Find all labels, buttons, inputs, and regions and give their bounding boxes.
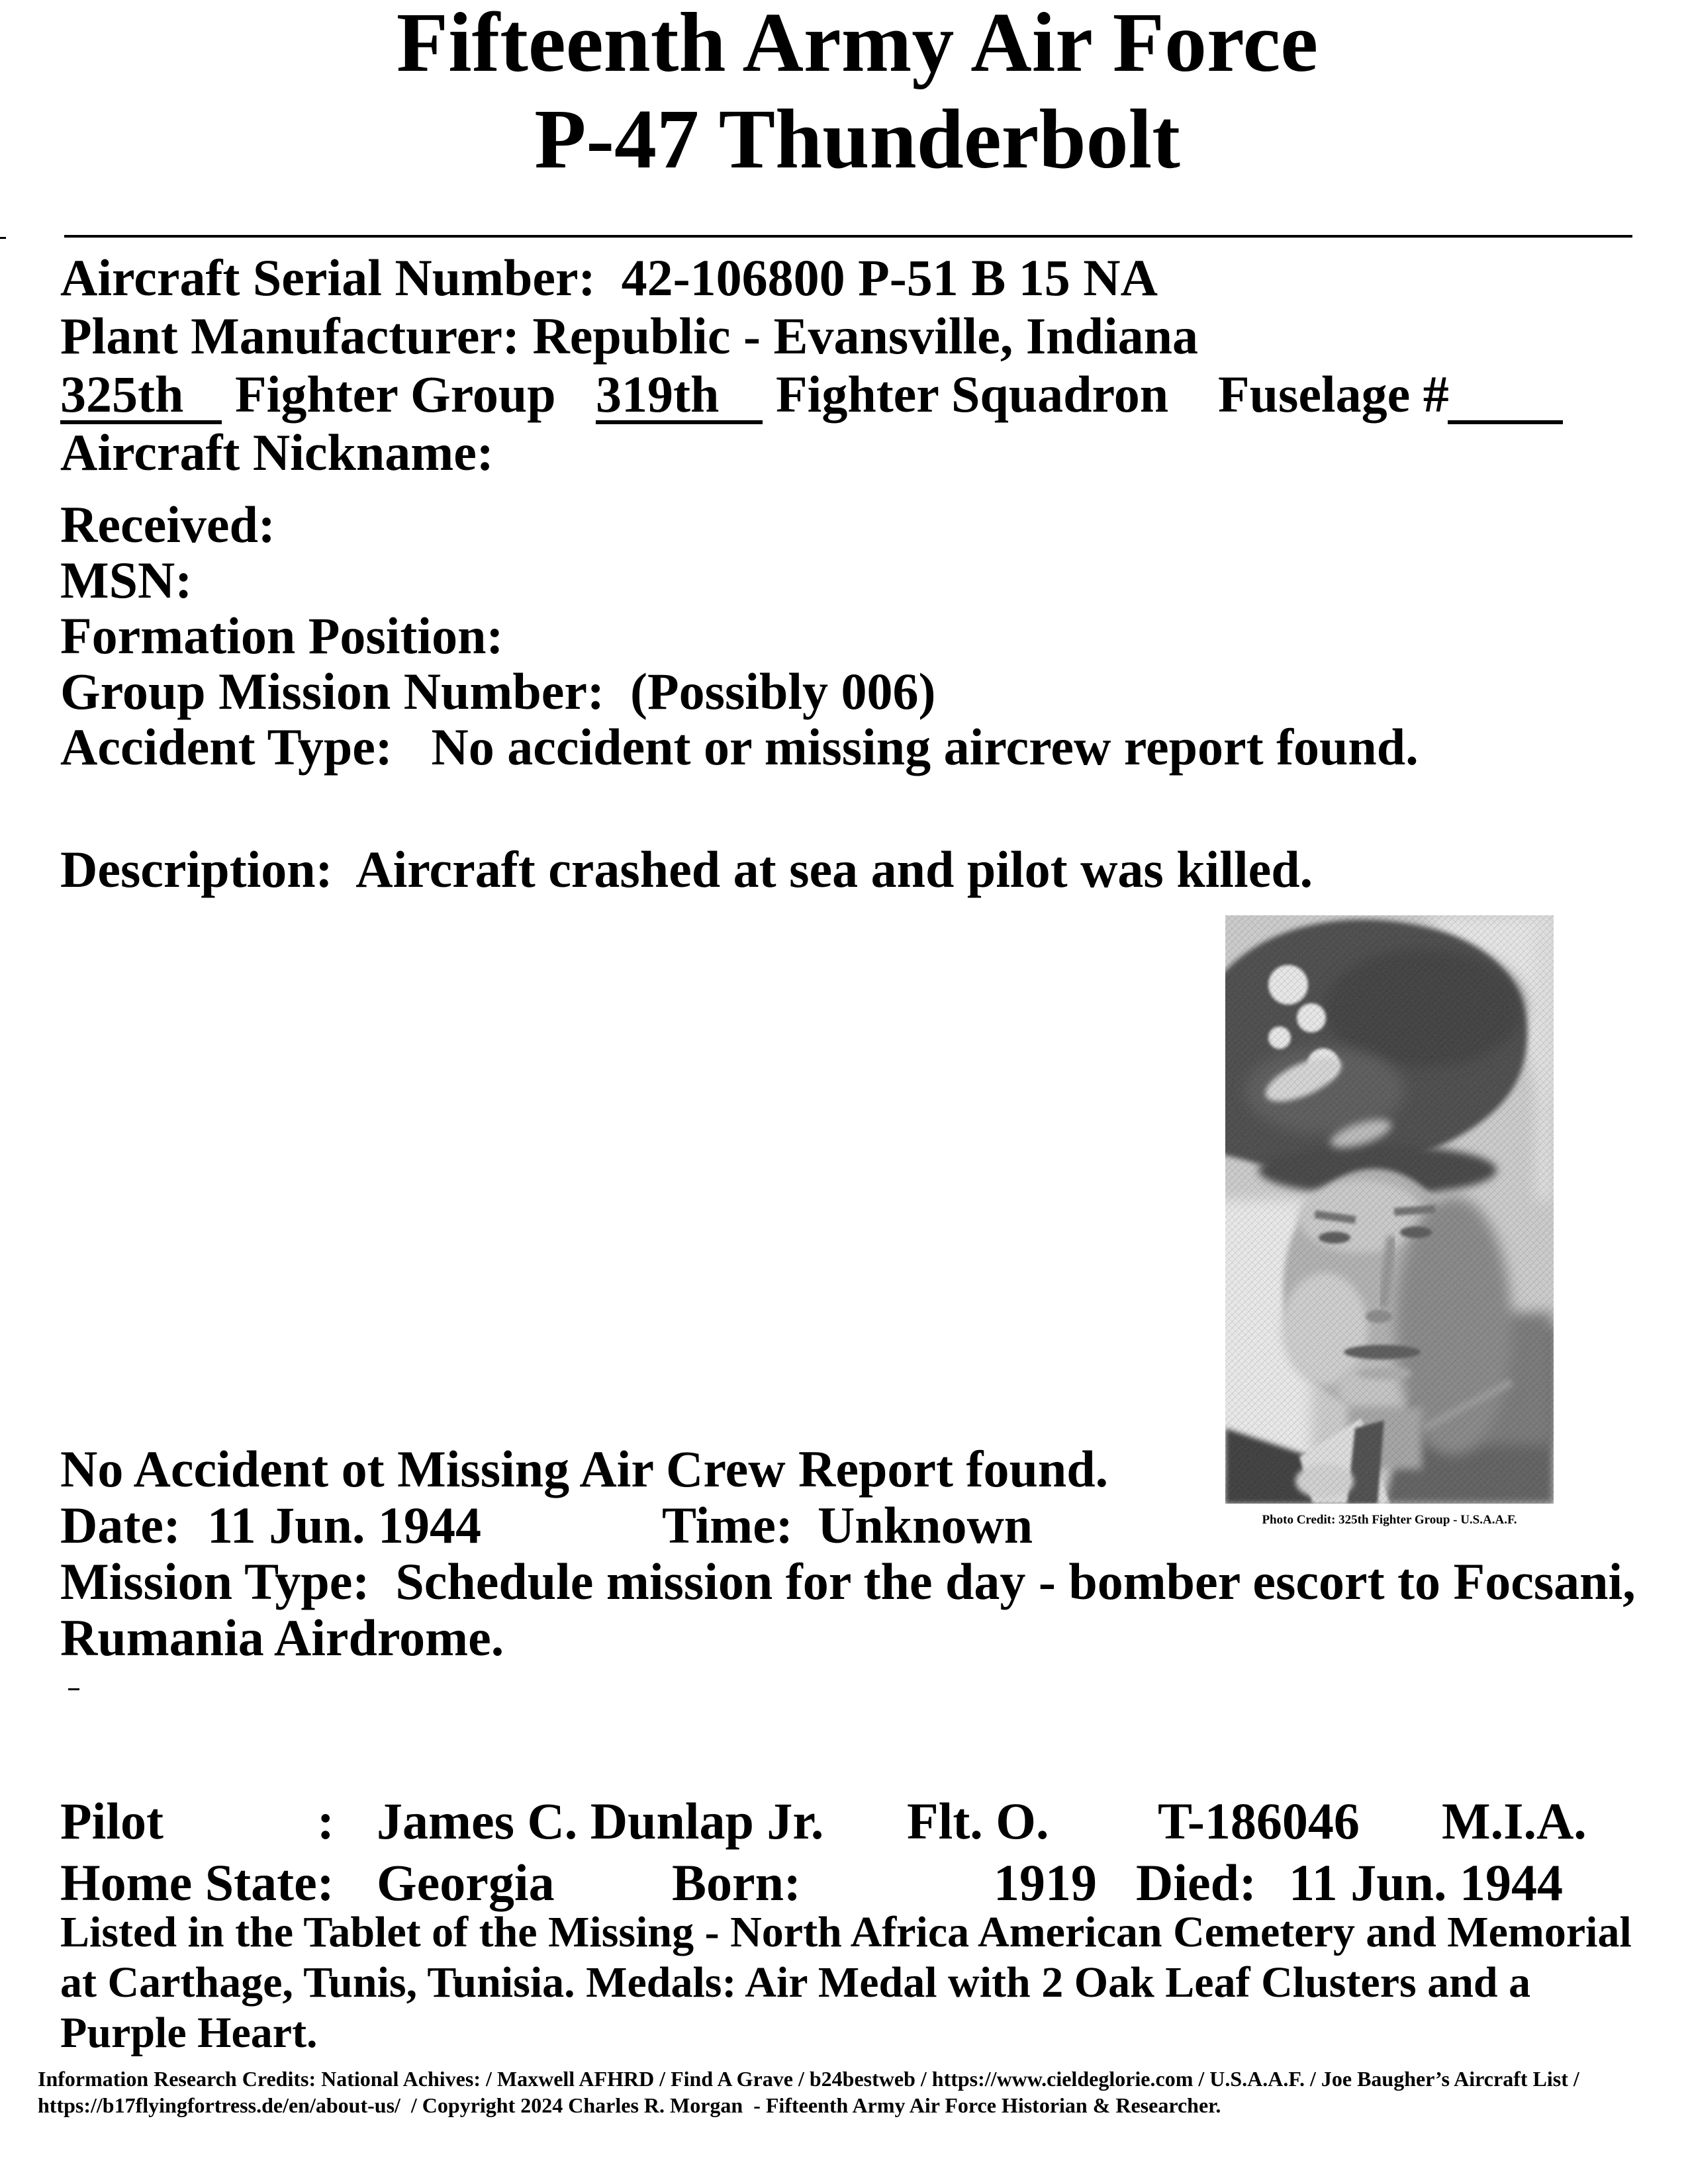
report-block xyxy=(60,1440,1636,1666)
fighter-group-number: 325th xyxy=(60,369,222,424)
stray-dash-mark xyxy=(68,1688,79,1690)
memorial-line-3: Purple Heart. xyxy=(60,2009,318,2057)
memorial-block xyxy=(60,1908,1632,2057)
field-msn: MSN: xyxy=(60,551,193,609)
home-state-value: Georgia xyxy=(377,1854,555,1911)
pilot-name: James C. Dunlap Jr. xyxy=(377,1792,824,1850)
fuselage-number-label: Fuselage # xyxy=(1218,365,1449,423)
fighter-squadron-label: Fighter Squadron xyxy=(776,365,1169,423)
pilot-row xyxy=(60,1792,1629,1850)
document-title xyxy=(0,0,1688,186)
photo-caption: Photo Credit: 325th Fighter Group - U.S.A.A.F. xyxy=(1262,1513,1517,1527)
field-description: Description: Aircraft crashed at sea and pilot was killed. xyxy=(60,841,1313,898)
fighter-squadron-number: 319th xyxy=(596,369,763,424)
time-label: Time: xyxy=(662,1496,793,1554)
time-value: Unknown xyxy=(818,1496,1033,1554)
pilot-label: Pilot xyxy=(60,1792,164,1850)
left-margin-tick xyxy=(0,237,6,239)
unit-assignment-row xyxy=(60,365,1629,423)
pilot-rank: Flt. O. xyxy=(907,1792,1049,1850)
pilot-status: M.I.A. xyxy=(1442,1792,1587,1850)
field-aircraft-nickname: Aircraft Nickname: xyxy=(60,424,494,481)
mission-type-line-1: Mission Type: Schedule mission for the day - bomber escort to Focsani, xyxy=(60,1553,1636,1610)
pilot-bio-row xyxy=(60,1854,1629,1911)
aircraft-fields-block xyxy=(60,249,1629,481)
died-value: 11 Jun. 1944 xyxy=(1289,1854,1563,1911)
field-formation-position: Formation Position: xyxy=(60,607,504,664)
no-report-line: No Accident ot Missing Air Crew Report found. xyxy=(60,1440,1109,1498)
title-divider-line xyxy=(64,235,1632,238)
mission-type-line-2: Rumania Airdrome. xyxy=(60,1609,504,1666)
description-block xyxy=(60,841,1313,898)
field-accident-type: Accident Type: No accident or missing aircrew report found. xyxy=(60,718,1419,776)
field-group-mission-number: Group Mission Number: (Possibly 006) xyxy=(60,662,936,720)
pilot-photo-image xyxy=(1225,915,1554,1504)
field-received: Received: xyxy=(60,496,275,553)
memorial-line-1: Listed in the Tablet of the Missing - North Africa American Cemetery and Memorial xyxy=(60,1908,1632,1956)
credits-footer xyxy=(38,2068,1579,2116)
born-value: 1919 xyxy=(994,1854,1097,1911)
pilot-photo xyxy=(1225,915,1554,1504)
born-label: Born: xyxy=(672,1854,801,1911)
died-label: Died: xyxy=(1136,1854,1256,1911)
title-line-1: Fifteenth Army Air Force xyxy=(396,0,1319,89)
title-line-2: P-47 Thunderbolt xyxy=(534,92,1180,186)
mission-fields-block xyxy=(60,496,1419,776)
pilot-service-number: T-186046 xyxy=(1158,1792,1360,1850)
credits-line-2: https://b17flyingfortress.de/en/about-us/ / Copyright 2024 Charles R. Morgan - Fifteenth Army Air Force Historian & Researcher. xyxy=(38,2093,1221,2117)
home-state-label: Home State: xyxy=(60,1854,334,1911)
date-label: Date: xyxy=(60,1496,181,1554)
pilot-block xyxy=(60,1792,1629,1911)
fuselage-number-blank-line xyxy=(1448,369,1563,424)
date-time-row xyxy=(60,1496,1629,1554)
credits-line-1: Information Research Credits: National Achives: / Maxwell AFHRD / Find A Grave / b24bestweb / https://www.cieldeglorie.com / U.S.A.A.F. / Joe Baugher’s Aircraft List / xyxy=(38,2067,1579,2091)
field-plant-manufacturer: Plant Manufacturer: Republic - Evansville, Indiana xyxy=(60,307,1199,365)
pilot-colon: : xyxy=(317,1792,334,1850)
memorial-line-2: at Carthage, Tunis, Tunisia. Medals: Air Medal with 2 Oak Leaf Clusters and a xyxy=(60,1958,1531,2007)
date-value: 11 Jun. 1944 xyxy=(207,1496,481,1554)
fighter-group-label: Fighter Group xyxy=(235,365,556,423)
field-aircraft-serial: Aircraft Serial Number: 42-106800 P-51 B 15 NA xyxy=(60,249,1158,306)
